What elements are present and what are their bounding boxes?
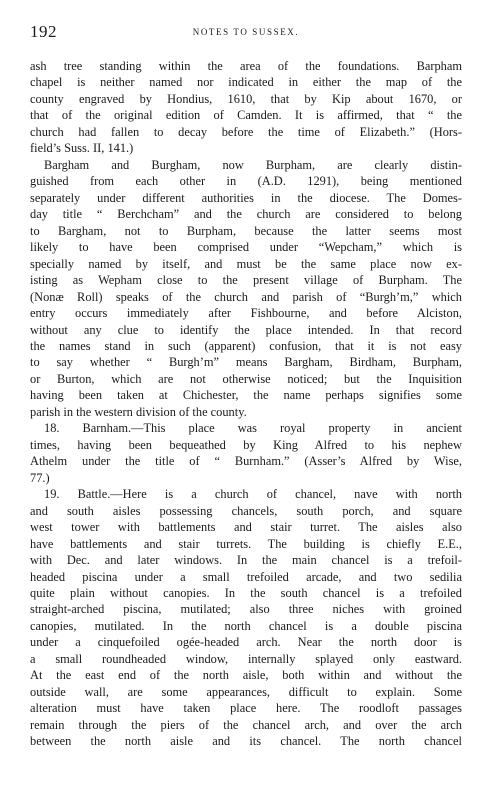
text-line: remain through the piers of the chancel arch, and over the arch — [30, 717, 462, 732]
text-line: to say whether “ Burgh’m” means Bargham, Birdham, Burpham, — [30, 355, 462, 370]
text-line: quite plain without canopies. In the south chancel is a trefoiled — [30, 586, 462, 600]
text-line: (Nonæ Roll) speaks of the church and parish of “Burgh’m,” which — [30, 289, 462, 304]
text-line: 18. Barnham.—This place was royal property in ancient — [44, 421, 462, 436]
text-line: between the north aisle and its chancel. The north chancel — [30, 734, 462, 749]
text-line: a small roundheaded window, internally splayed only eastward. — [30, 651, 462, 666]
page-header — [30, 22, 462, 44]
text-line: isting as Wepham close to the present village of Burpham. The — [30, 273, 462, 288]
text-line: field’s Suss. II, 141.) — [30, 141, 134, 156]
text-line: west tower with battlements and stair turret. The aisles also — [30, 520, 462, 535]
text-line: under a cinquefoiled ogée-headed arch. Near the north door is — [30, 635, 462, 650]
text-line: entry occurs immediately after Fishbourne, and before Alciston, — [30, 306, 462, 321]
text-line: guished from each other in (A.D. 1291), being mentioned — [30, 174, 462, 189]
text-line: ash tree standing within the area of the foundations. Barpham — [30, 59, 462, 73]
text-line: county engraved by Hondius, 1610, that by Kip about 1670, or — [30, 91, 462, 106]
text-line: that of the original edition of Camden. It is affirmed, that “ the — [30, 108, 462, 123]
text-line: church had fallen to decay before the time of Elizabeth.” (Hors- — [30, 124, 462, 139]
text-line: times, having been bequeathed by King Alfred to his nephew — [30, 437, 462, 452]
text-line: parish in the western division of the county. — [30, 404, 247, 419]
text-line: having been taken at Chichester, the name perhaps signifies some — [30, 388, 462, 403]
text-line: separately under different authorities in the diocese. The Domes- — [30, 190, 462, 205]
text-line: Bargham and Burgham, now Burpham, are clearly distin- — [44, 157, 462, 172]
running-title: NOTES TO SUSSEX. — [192, 27, 300, 37]
text-line: have battlements and stair turrets. The building is chiefly E.E., — [30, 536, 462, 551]
text-line: 19. Battle.—Here is a church of chancel, nave with north — [44, 487, 462, 502]
text-line: or Burton, which are not otherwise noticed; but the Inquisition — [30, 371, 462, 386]
text-line: 77.) — [30, 470, 50, 485]
text-line: with Dec. and later windows. In the main chancel is a trefoil- — [30, 553, 462, 568]
text-line: Athelm under the title of “ Burnham.” (Asser’s Alfred by Wise, — [30, 454, 462, 469]
text-line: specially named by itself, and must be the same place now ex- — [30, 256, 462, 271]
text-line: straight-arched piscina, mutilated; also three niches with groined — [30, 602, 462, 617]
text-line: without any clue to identify the place intended. In that record — [30, 322, 462, 337]
text-line: alteration must have taken place here. The roodloft passages — [30, 701, 462, 716]
text-line: the names stand in such (apparent) confusion, that it is not easy — [30, 338, 462, 353]
text-line: canopies, mutilated. In the north chancel is a double piscina — [30, 618, 462, 633]
text-line: and south aisles possessing chancels, south porch, and square — [30, 503, 462, 518]
text-line: to Bargham, not to Burpham, because the latter seems most — [30, 223, 462, 238]
page-number: 192 — [30, 22, 57, 41]
text-line: At the east end of the north aisle, both within and without the — [30, 668, 462, 683]
body-text — [30, 58, 462, 750]
text-line: chapel is neither named nor indicated in either the map of the — [30, 75, 462, 90]
text-line: headed piscina under a small trefoiled arcade, and two sedilia — [30, 569, 462, 584]
text-line: day title “ Berchcham” and the church are considered to belong — [30, 207, 462, 222]
text-line: outside wall, are some appearances, difficult to explain. Some — [30, 684, 462, 699]
text-line: likely to have been comprised under “Wepcham,” which is — [30, 240, 462, 255]
